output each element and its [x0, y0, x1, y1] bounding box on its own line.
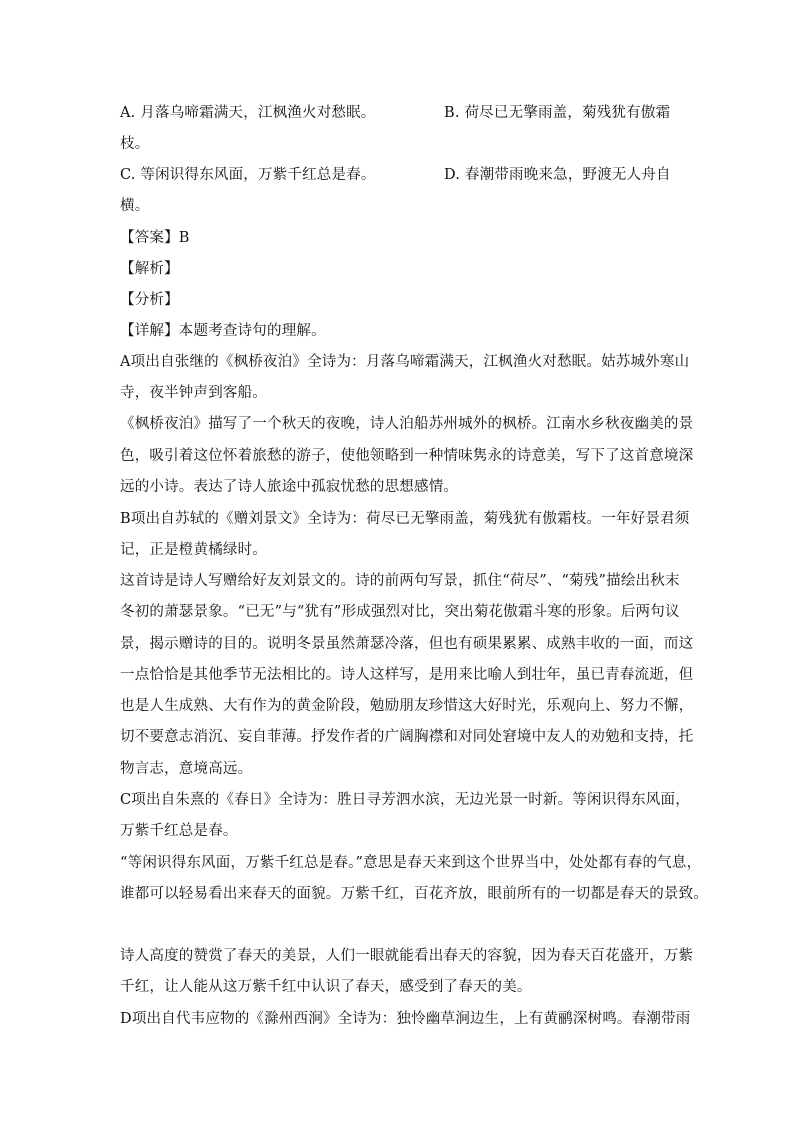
analysis-heading: 【解析】 — [120, 261, 179, 277]
option-c: C. 等闲识得东风面，万紫千红总是春。 — [120, 167, 376, 183]
para-c-line: C项出自朱熹的《春日》全诗为：胜日寻芳泗水滨，无边光景一时新。等闲识得东风面， — [120, 792, 690, 808]
para-a-explain-line: 远的小诗。表达了诗人旅途中孤寂忧愁的思想感情。 — [120, 479, 459, 495]
option-b-line-1: B. 荷尽已无擎雨盖，菊残犹有傲霜 — [444, 105, 671, 121]
para-d-line: D项出自代韦应物的《滁州西涧》全诗为：独怜幽草涧边生，上有黄鹂深树鸣。春潮带雨 — [120, 1011, 691, 1027]
option-d-line-2: 横。 — [120, 198, 150, 214]
para-c-praise-line: 诗人高度的赞赏了春天的美景，人们一眼就能看出春天的容貌，因为春天百花盛开，万紫 — [120, 948, 694, 964]
fenxi-heading: 【分析】 — [120, 292, 179, 308]
detail-intro: 【详解】本题考查诗句的理解。 — [120, 323, 326, 339]
para-b-explain-line: 景，揭示赠诗的目的。说明冬景虽然萧瑟冷落，但也有硕果累累、成熟丰收的一面，而这 — [120, 636, 694, 652]
para-c-praise-line: 千红，让人能从这万紫千红中认识了春天，感受到了春天的美。 — [120, 979, 532, 995]
para-a-explain-line: 色，吸引着这位怀着旅愁的游子，使他领略到一种情味隽永的诗意美，写下了这首意境深 — [120, 448, 694, 464]
para-a-explain-line: 《枫桥夜泊》描写了一个秋天的夜晚，诗人泊船苏州城外的枫桥。江南水乡秋夜幽美的景 — [120, 416, 694, 432]
option-a: A. 月落乌啼霜满天，江枫渔火对愁眠。 — [120, 105, 376, 121]
para-b-line: B项出自苏轼的《赠刘景文》全诗为：荷尽已无擎雨盖，菊残犹有傲霜枝。一年好景君须 — [120, 511, 690, 527]
para-b-explain-line: 也是人生成熟、大有作为的黄金阶段，勉励朋友珍惜这大好时光，乐观向上、努力不懈， — [120, 698, 694, 714]
para-b-explain-line: 一点恰恰是其他季节无法相比的。诗人这样写，是用来比喻人到壮年，虽已青春流逝，但 — [120, 667, 694, 683]
answer: 【答案】B — [120, 230, 190, 246]
para-a-line: A项出自张继的《枫桥夜泊》全诗为：月落乌啼霜满天，江枫渔火对愁眠。姑苏城外寒山 — [120, 354, 690, 370]
para-c-line: 万紫千红总是春。 — [120, 823, 238, 839]
para-c-explain-line: “等闲识得东风面，万紫千红总是春。”意思是春天来到这个世界当中，处处都有春的气息， — [120, 855, 702, 871]
para-b-explain-line: 物言志，意境高远。 — [120, 761, 253, 777]
para-b-explain-line: 冬初的萧瑟景象。“已无”与“犹有”形成强烈对比，突出菊花傲霜斗寒的形象。后两句议 — [120, 604, 680, 620]
option-d-line-1: D. 春潮带雨晚来急，野渡无人舟自 — [444, 167, 671, 183]
para-c-explain-line: 谁都可以轻易看出来春天的面貌。万紫千红，百花齐放，眼前所有的一切都是春天的景致。 — [120, 886, 708, 902]
para-a-line: 寺，夜半钟声到客船。 — [120, 385, 267, 401]
para-b-explain-line: 这首诗是诗人写赠给好友刘景文的。诗的前两句写景，抓住“荷尽”、“菊残”描绘出秋末 — [120, 573, 680, 589]
para-b-explain-line: 切不要意志消沉、妄自菲薄。抒发作者的广阔胸襟和对同处窘境中友人的劝勉和支持，托 — [120, 729, 694, 745]
option-b-line-2: 枝。 — [120, 136, 150, 152]
para-b-line: 记，正是橙黄橘绿时。 — [120, 542, 267, 558]
